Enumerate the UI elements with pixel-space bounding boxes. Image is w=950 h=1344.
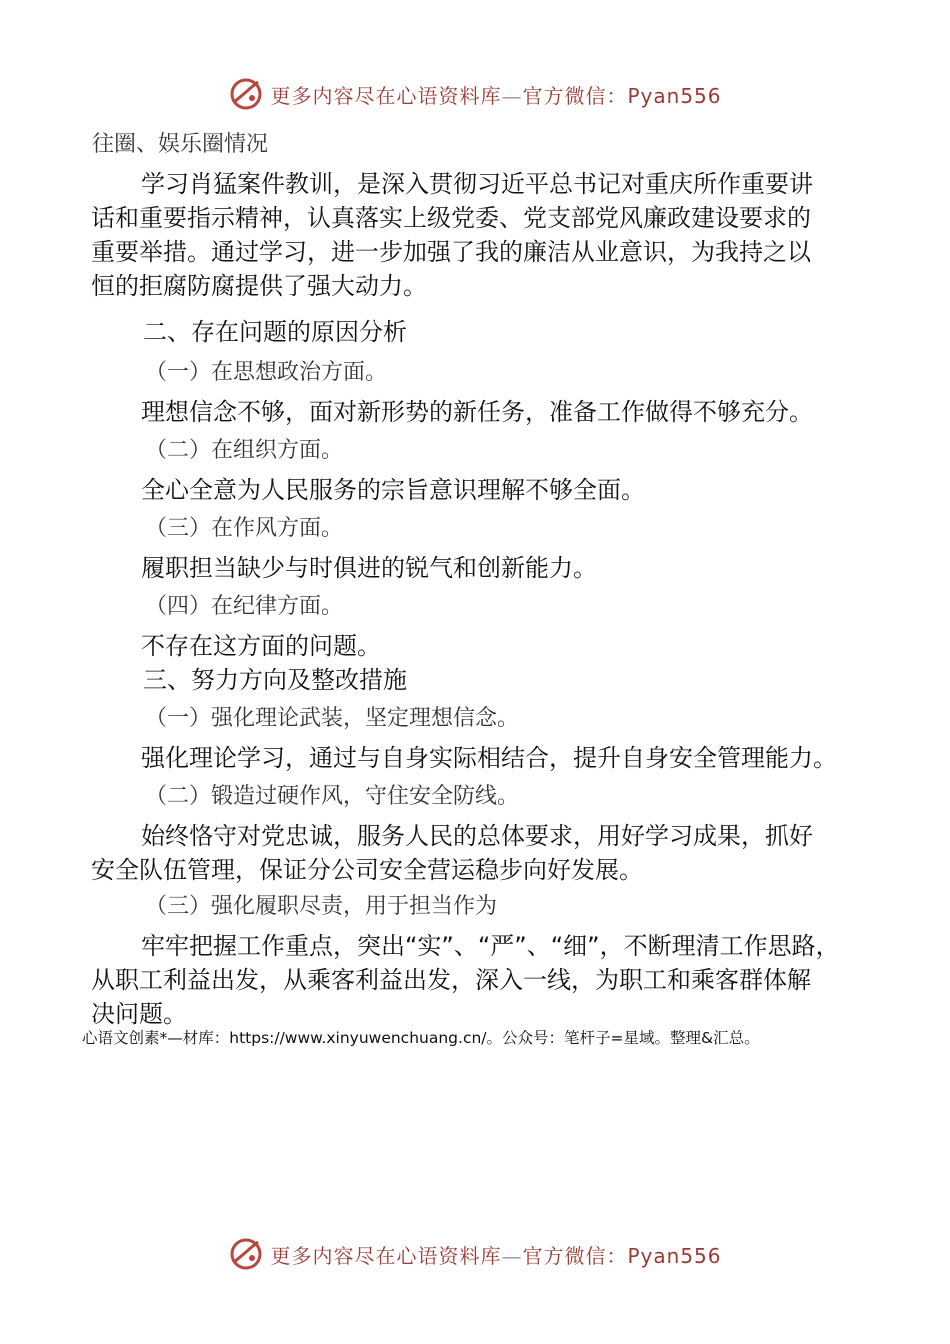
subheading-2-4: （四）在纪律方面。 [145,594,344,619]
brand-logo-icon [228,76,264,112]
text-line-8: 理想信念不够，面对新形势的新任务，准备工作做得不够充分。 [141,398,813,426]
banner-wechat-id: Pyan556 [627,83,722,108]
text-line-24: 决问题。 [91,1000,187,1028]
text-line-19: 始终恪守对党忠诚，服务人民的总体要求，用好学习成果，抓好 [141,822,813,850]
subheading-3-3: （三）强化履职尽责，用于担当作为 [145,894,498,919]
subheading-2-1: （一）在思想政治方面。 [145,360,388,385]
text-line-14: 不存在这方面的问题。 [141,632,381,660]
text-line-10: 全心全意为人民服务的宗旨意识理解不够全面。 [141,476,645,504]
text-line-2: 学习肖猛案件教训，是深入贯彻习近平总书记对重庆所作重要讲 [141,170,813,198]
banner-wechat-id: Pyan556 [627,1243,722,1268]
section-heading-3: 三、努力方向及整改措施 [143,666,407,694]
text-line-20: 安全队伍管理，保证分公司安全营运稳步向好发展。 [91,856,643,884]
text-line-22: 牢牢把握工作重点，突出“实”、“严”、“细”，不断理清工作思路， [141,932,840,960]
text-line-4: 重要举措。通过学习，进一步加强了我的廉洁从业意识，为我持之以 [91,238,811,266]
banner-wechat-label: 官方微信： [522,1243,628,1268]
section-heading-2: 二、存在问题的原因分析 [143,318,407,346]
text-line-23: 从职工利益出发，从乘客利益出发，深入一线，为职工和乘客群体解 [91,966,811,994]
source-note: 心语文创素*—材库：https://www.xinyuwenchuang.cn/。公众号：笔杆子=星域。整理&汇总。 [82,1029,760,1047]
subheading-3-1: （一）强化理论武装，坚定理想信念。 [145,706,520,731]
brand-logo-icon [228,1236,264,1272]
banner-main-text: 更多内容尽在心语资料库 [270,83,502,108]
subheading-3-2: （二）锻造过硬作风，守住安全防线。 [145,784,520,809]
subheading-2-2: （二）在组织方面。 [145,438,344,463]
header-watermark-banner [0,72,950,116]
text-line-5: 恒的拒腐防腐提供了强大动力。 [91,272,427,300]
text-line-12: 履职担当缺少与时俱进的锐气和创新能力。 [141,554,597,582]
banner-main-text: 更多内容尽在心语资料库 [270,1243,502,1268]
text-line-17: 强化理论学习，通过与自身实际相结合，提升自身安全管理能力。 [141,744,837,772]
banner-dash: — [501,83,523,108]
banner-dash: — [501,1243,523,1268]
footer-watermark-banner [0,1232,950,1276]
text-line-3: 话和重要指示精神，认真落实上级党委、党支部党风廉政建设要求的 [91,204,811,232]
text-line-1: 往圈、娱乐圈情况 [92,132,269,157]
banner-wechat-label: 官方微信： [522,83,628,108]
subheading-2-3: （三）在作风方面。 [145,516,344,541]
